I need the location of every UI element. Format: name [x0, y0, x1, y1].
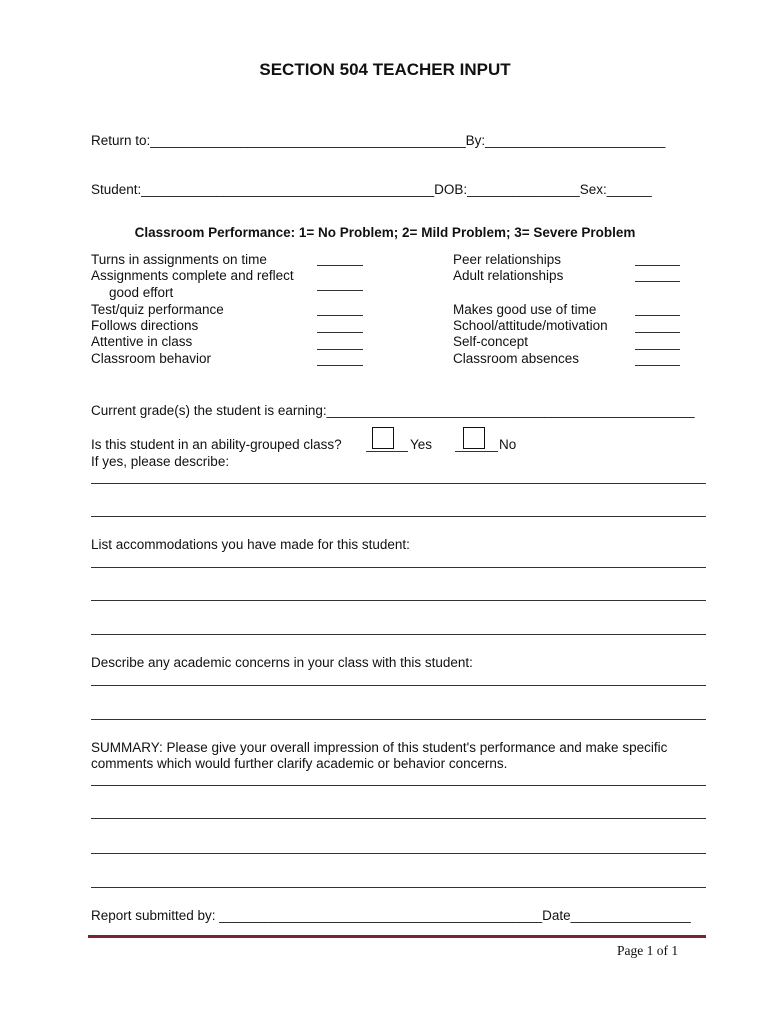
item-classroom-behavior: Classroom behavior	[91, 351, 212, 366]
rating-blank[interactable]	[317, 290, 363, 291]
item-assignments-complete-cont: good effort	[109, 285, 174, 300]
writing-line[interactable]	[91, 567, 706, 568]
rating-blank[interactable]	[635, 281, 680, 282]
rating-blank[interactable]	[635, 265, 680, 266]
item-school-attitude: School/attitude/motivation	[453, 318, 608, 333]
footer-rule	[88, 935, 706, 938]
item-adult-relationships: Adult relationships	[453, 268, 564, 283]
item-good-use-of-time: Makes good use of time	[453, 302, 597, 317]
rating-blank[interactable]	[317, 265, 363, 266]
yes-checkbox[interactable]	[372, 427, 394, 449]
student-line: Student:_______________________________________DOB:_______________Sex:______	[91, 182, 652, 197]
writing-line[interactable]	[91, 634, 706, 635]
rating-blank[interactable]	[635, 332, 680, 333]
rating-blank[interactable]	[317, 365, 363, 366]
no-blank	[455, 451, 498, 452]
item-turns-in-assignments: Turns in assignments on time	[91, 252, 267, 267]
current-grade-line: Current grade(s) the student is earning:_________________________________________________	[91, 403, 695, 418]
writing-line[interactable]	[91, 516, 706, 517]
report-submitted-line: Report submitted by: ___________________________________________Date________________	[91, 908, 691, 923]
writing-line[interactable]	[91, 719, 706, 720]
concerns-label: Describe any academic concerns in your class with this student:	[91, 655, 473, 670]
rating-blank[interactable]	[317, 332, 363, 333]
writing-line[interactable]	[91, 785, 706, 786]
yes-blank	[366, 451, 408, 452]
writing-line[interactable]	[91, 483, 706, 484]
ability-grouped-question: Is this student in an ability-grouped class?	[91, 437, 342, 452]
rating-blank[interactable]	[635, 315, 680, 316]
writing-line[interactable]	[91, 600, 706, 601]
describe-label: If yes, please describe:	[91, 454, 230, 469]
item-test-quiz: Test/quiz performance	[91, 302, 224, 317]
item-classroom-absences: Classroom absences	[453, 351, 580, 366]
rating-blank[interactable]	[317, 349, 363, 350]
summary-label-cont: comments which would further clarify academic or behavior concerns.	[91, 756, 508, 771]
rating-legend: Classroom Performance: 1= No Problem; 2= Mild Problem; 3= Severe Problem	[134, 225, 636, 240]
writing-line[interactable]	[91, 887, 706, 888]
writing-line[interactable]	[91, 685, 706, 686]
rating-blank[interactable]	[635, 349, 680, 350]
writing-line[interactable]	[91, 818, 706, 819]
yes-label: Yes	[410, 437, 433, 452]
item-peer-relationships: Peer relationships	[453, 252, 562, 267]
no-label: No	[499, 437, 517, 452]
summary-label: SUMMARY: Please give your overall impression of this student's performance and make specific	[91, 740, 668, 755]
item-follows-directions: Follows directions	[91, 318, 199, 333]
writing-line[interactable]	[91, 853, 706, 854]
return-to-line: Return to:__________________________________________By:________________________	[91, 133, 666, 148]
item-assignments-complete: Assignments complete and reflect	[91, 268, 294, 283]
no-checkbox[interactable]	[463, 427, 485, 449]
item-self-concept: Self-concept	[453, 334, 529, 349]
accommodations-label: List accommodations you have made for this student:	[91, 537, 410, 552]
rating-blank[interactable]	[317, 315, 363, 316]
page-title: SECTION 504 TEACHER INPUT	[259, 60, 511, 79]
rating-blank[interactable]	[635, 365, 680, 366]
page-number: Page 1 of 1	[617, 943, 679, 958]
item-attentive: Attentive in class	[91, 334, 193, 349]
